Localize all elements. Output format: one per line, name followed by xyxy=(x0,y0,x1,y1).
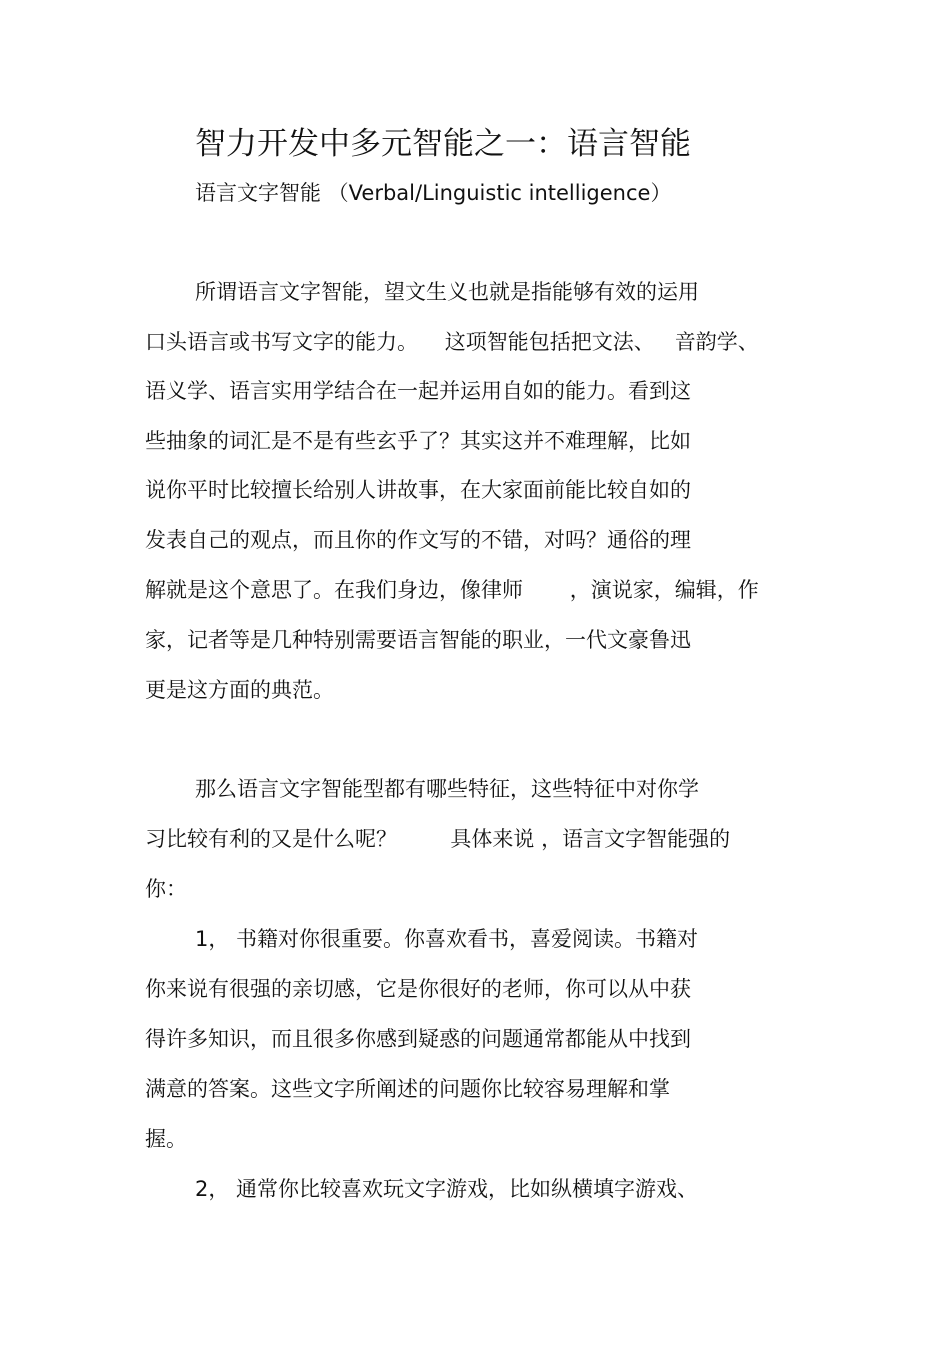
paragraph-line: 更是这方面的典范。 xyxy=(145,678,334,702)
list-item-line: 1， 书籍对你很重要。你喜欢看书，喜爱阅读。书籍对 xyxy=(195,927,699,951)
list-item-line: 2， 通常你比较喜欢玩文字游戏，比如纵横填字游戏、 xyxy=(195,1177,699,1201)
list-item-line: 满意的答案。这些文字所阐述的问题你比较容易理解和掌 xyxy=(145,1077,670,1101)
paragraph-line: 家，记者等是几种特别需要语言智能的职业，一代文豪鲁迅 xyxy=(145,628,691,652)
paragraph-line: 些抽象的词汇是不是有些玄乎了？其实这并不难理解，比如 xyxy=(145,429,691,453)
paragraph-line: 习比较有利的又是什么呢？ 具体来说 ，语言文字智能强的 xyxy=(145,827,731,851)
paragraph-line: 所谓语言文字智能，望文生义也就是指能够有效的运用 xyxy=(195,280,699,304)
paragraph-line: 说你平时比较擅长给别人讲故事，在大家面前能比较自如的 xyxy=(145,478,691,502)
paragraph-line: 那么语言文字智能型都有哪些特征，这些特征中对你学 xyxy=(195,777,699,801)
paragraph-line: 发表自己的观点，而且你的作文写的不错，对吗？通俗的理 xyxy=(145,528,691,552)
paragraph-line: 口头语言或书写文字的能力。 这项智能包括把文法、 音韵学、 xyxy=(145,330,759,354)
document-subtitle: 语言文字智能 （Verbal/Linguistic intelligence） xyxy=(195,181,672,205)
paragraph-line: 解就是这个意思了。在我们身边，像律师 ，演说家，编辑，作 xyxy=(145,578,759,602)
list-item-line: 得许多知识，而且很多你感到疑惑的问题通常都能从中找到 xyxy=(145,1027,691,1051)
list-item-line: 握。 xyxy=(145,1127,187,1151)
list-item-line: 你来说有很强的亲切感，它是你很好的老师，你可以从中获 xyxy=(145,977,691,1001)
document-title: 智力开发中多元智能之一：语言智能 xyxy=(195,126,691,162)
paragraph-line: 你： xyxy=(145,877,187,901)
paragraph-line: 语义学、语言实用学结合在一起并运用自如的能力。看到这 xyxy=(145,379,691,403)
